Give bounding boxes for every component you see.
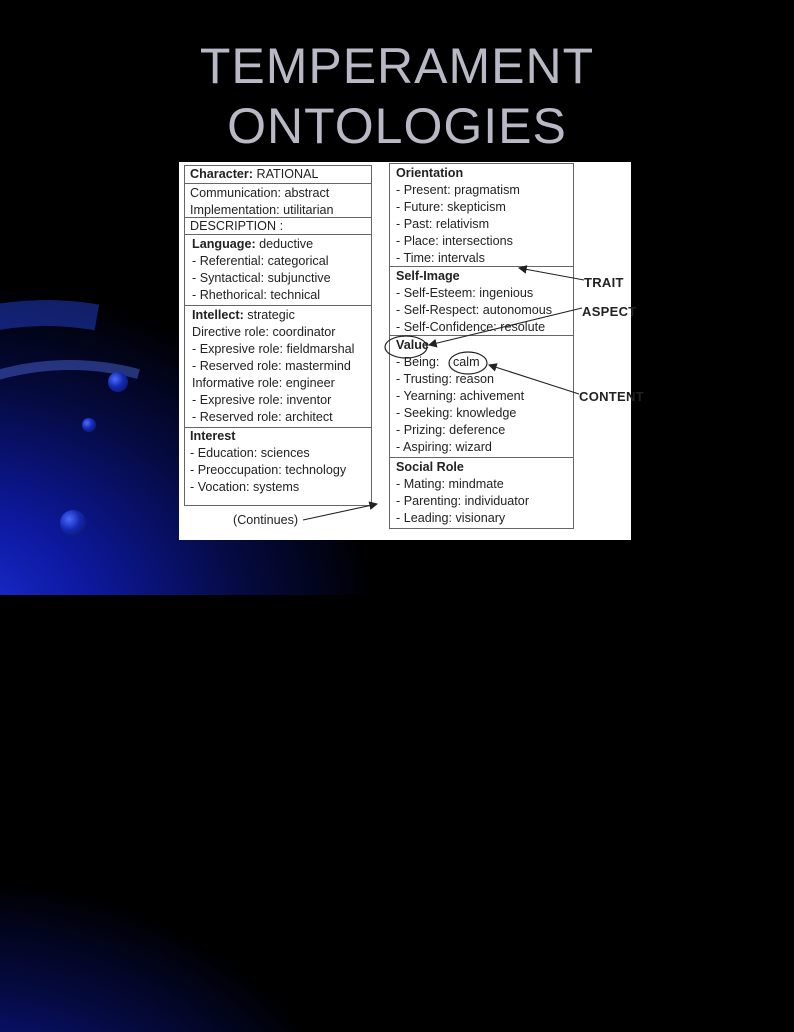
language-item: - Rhethorical: technical xyxy=(192,288,321,302)
orientation-item: - Future: skepticism xyxy=(396,200,506,214)
implementation-text: Implementation: utilitarian xyxy=(190,203,334,217)
background-bubble xyxy=(82,418,96,432)
orientation-item: - Past: relativism xyxy=(396,217,490,231)
intellect-label: Intellect: xyxy=(192,308,244,322)
slide-title-line-2: ONTOLOGIES xyxy=(227,98,567,154)
character-value: RATIONAL xyxy=(253,167,319,181)
intellect-value: strategic xyxy=(243,308,295,322)
self-image-item: - Self-Confidence: resolute xyxy=(396,320,546,334)
continues-label: (Continues) xyxy=(233,513,299,527)
slide-title-line-1: TEMPERAMENT xyxy=(199,38,595,94)
interest-label: Interest xyxy=(190,429,236,443)
description-heading: DESCRIPTION : xyxy=(190,219,284,233)
value-item: - Aspiring: wizard xyxy=(396,440,492,454)
informative-text: Informative role: engineer xyxy=(192,376,335,390)
orientation-item: - Present: pragmatism xyxy=(396,183,520,197)
self-image-item: - Self-Esteem: ingenious xyxy=(396,286,534,300)
aspect-annotation: ASPECT xyxy=(582,304,637,319)
language-value: deductive xyxy=(255,237,314,251)
value-item: - Prizing: deference xyxy=(396,423,506,437)
informative-item: - Reserved role: architect xyxy=(192,410,333,424)
directive-text: Directive role: coordinator xyxy=(192,325,336,339)
social-role-label: Social Role xyxy=(396,460,464,474)
language-label: Language: xyxy=(192,237,256,251)
value-label: Value xyxy=(396,338,429,352)
social-role-item: - Mating: mindmate xyxy=(396,477,504,491)
value-item: - Seeking: knowledge xyxy=(396,406,517,420)
language-item: - Syntactical: subjunctive xyxy=(192,271,331,285)
ontology-figure xyxy=(179,162,644,540)
background-bubble xyxy=(60,510,86,536)
orientation-item: - Place: intersections xyxy=(396,234,513,248)
annotation-overlay xyxy=(179,162,631,540)
value-circle xyxy=(385,336,427,358)
orientation-label: Orientation xyxy=(396,166,464,180)
communication-text: Communication: abstract xyxy=(190,186,330,200)
self-image-label: Self-Image xyxy=(396,269,460,283)
trait-arrow xyxy=(519,268,584,280)
interest-item: - Preoccupation: technology xyxy=(190,463,347,477)
character-label: Character: xyxy=(190,167,253,181)
trait-annotation: TRAIT xyxy=(584,275,624,290)
aspect-arrow xyxy=(429,308,582,345)
directive-item: - Expresive role: fieldmarshal xyxy=(192,342,355,356)
value-item: - Yearning: achivement xyxy=(396,389,525,403)
social-role-item: - Leading: visionary xyxy=(396,511,506,525)
informative-item: - Expresive role: inventor xyxy=(192,393,332,407)
calm-circle xyxy=(449,352,487,374)
orientation-item: - Time: intervals xyxy=(396,251,485,265)
directive-item: - Reserved role: mastermind xyxy=(192,359,351,373)
value-item: - Trusting: reason xyxy=(396,372,494,386)
content-annotation: CONTENT xyxy=(579,389,644,404)
value-calm: calm xyxy=(453,355,480,369)
interest-item: - Vocation: systems xyxy=(190,480,300,494)
continues-arrow xyxy=(303,504,377,520)
interest-item: - Education: sciences xyxy=(190,446,310,460)
self-image-item: - Self-Respect: autonomous xyxy=(396,303,553,317)
language-item: - Referential: categorical xyxy=(192,254,329,268)
content-arrow xyxy=(489,365,579,394)
background-bubble xyxy=(108,372,128,392)
value-being: - Being: xyxy=(396,355,440,369)
social-role-item: - Parenting: individuator xyxy=(396,494,530,508)
